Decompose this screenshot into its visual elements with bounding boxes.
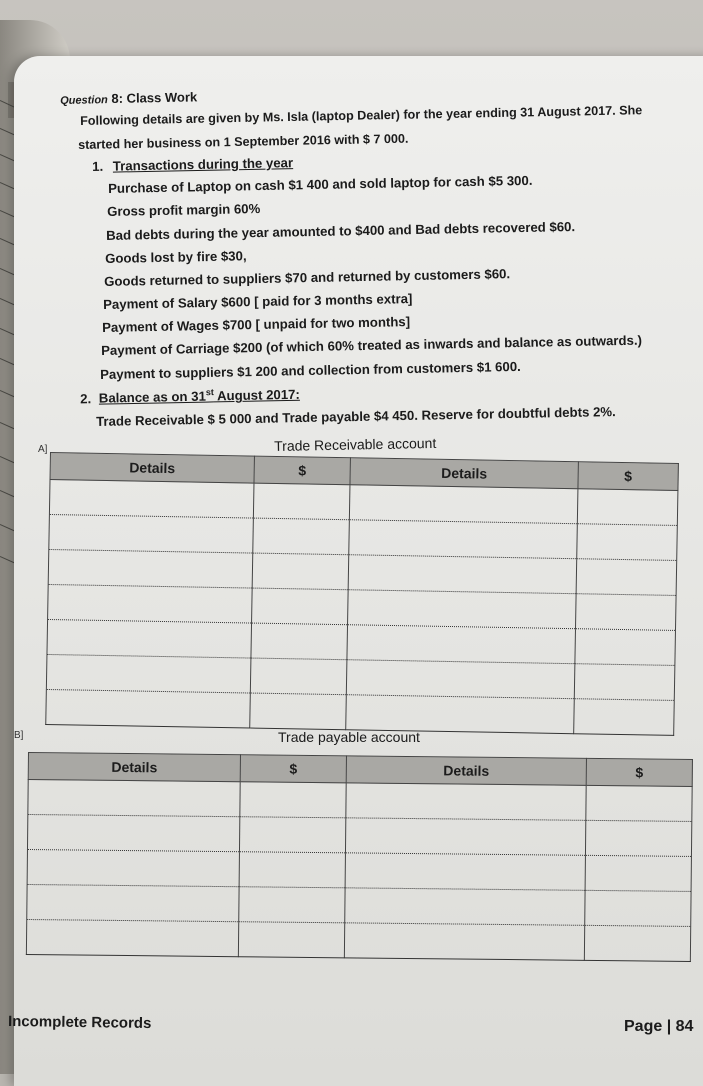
transaction-item: Goods returned to suppliers $70 and returned by customers $60. [104, 266, 511, 289]
section-2-title-end: August 2017: [213, 387, 300, 404]
table-cell[interactable] [585, 890, 691, 926]
table-cell[interactable] [48, 584, 253, 623]
table-cell[interactable] [345, 818, 585, 856]
table-cell[interactable] [47, 619, 252, 658]
table-cell[interactable] [574, 699, 675, 736]
intro-line-1: Following details are given by Ms. Isla (laptop Dealer) for the year ending 31 August 2017. She [80, 103, 643, 128]
trade-payable-table [26, 752, 693, 962]
table-cell[interactable] [252, 588, 349, 625]
table-cell[interactable] [348, 555, 577, 594]
table-cell[interactable] [253, 483, 350, 520]
table-cell[interactable] [251, 623, 348, 660]
footer-page-number: Page | 84 [624, 1018, 694, 1035]
table-b-label: B] [14, 730, 24, 741]
transaction-item: Bad debts during the year amounted to $400 and Bad debts recovered $60. [106, 218, 576, 243]
table-b-caption: Trade payable account [278, 729, 420, 745]
table-cell[interactable] [26, 919, 238, 956]
table-cell[interactable] [250, 693, 347, 730]
transaction-item: Payment of Salary $600 [ paid for 3 months extra] [103, 291, 413, 312]
section-2-title-sup: st [205, 387, 214, 398]
table-cell[interactable] [46, 654, 251, 693]
table-cell[interactable] [238, 922, 344, 958]
table-cell[interactable] [347, 625, 576, 664]
table-a-label: A] [38, 444, 48, 455]
table-cell[interactable] [27, 815, 239, 852]
table-cell[interactable] [577, 524, 678, 561]
transaction-item: Gross profit margin 60% [107, 201, 261, 219]
table-cell[interactable] [345, 888, 585, 926]
column-header: Details [50, 453, 254, 484]
table-cell[interactable] [349, 485, 578, 524]
table-cell[interactable] [250, 658, 347, 695]
trade-payable-ledger [26, 752, 693, 962]
transaction-item: Payment of Wages $700 [ unpaid for two months] [102, 314, 411, 335]
table-row [26, 919, 690, 961]
table-cell[interactable] [28, 780, 240, 817]
table-cell[interactable] [585, 855, 691, 891]
section-1-heading [92, 155, 293, 174]
table-cell[interactable] [577, 489, 678, 526]
section-2-title: Balance as on 31 [98, 388, 206, 407]
table-cell[interactable] [346, 695, 575, 734]
question-prefix: Question [60, 94, 108, 107]
table-cell[interactable] [48, 549, 253, 588]
table-cell[interactable] [584, 925, 690, 961]
column-header: Details [350, 458, 578, 489]
section-2-number: 2. [80, 391, 92, 407]
column-header: $ [578, 462, 678, 491]
table-cell[interactable] [585, 820, 691, 856]
table-cell[interactable] [27, 884, 239, 921]
balance-text: Trade Receivable $ 5 000 and Trade payable $4 450. Reserve for doubtful debts 2%. [96, 404, 616, 429]
table-cell[interactable] [239, 887, 345, 923]
table-cell[interactable] [344, 923, 584, 961]
table-cell[interactable] [346, 783, 586, 821]
footer-chapter-title: Incomplete Records [7, 1012, 152, 1033]
transaction-item: Purchase of Laptop on cash $1 400 and sold laptop for cash $5 300. [108, 172, 533, 196]
table-cell[interactable] [27, 849, 239, 886]
trade-receivable-ledger [45, 452, 679, 736]
transaction-item: Payment to suppliers $1 200 and collection from customers $1 600. [100, 358, 521, 382]
table-cell[interactable] [574, 664, 675, 701]
table-cell[interactable] [49, 480, 254, 519]
transaction-item: Payment of Carriage $200 (of which 60% treated as inwards and balance as outwards.) [101, 332, 643, 358]
table-cell[interactable] [239, 817, 345, 853]
table-cell[interactable] [49, 514, 254, 553]
table-cell[interactable] [253, 518, 350, 555]
trade-receivable-table [45, 452, 679, 736]
column-header: $ [240, 755, 346, 783]
column-header: $ [586, 758, 692, 786]
table-cell[interactable] [252, 553, 349, 590]
question-title [60, 89, 197, 107]
intro-line-2: started her business on 1 September 2016 with $ 7 000. [78, 131, 409, 152]
table-cell[interactable] [575, 629, 676, 666]
table-cell[interactable] [240, 782, 346, 818]
table-cell[interactable] [349, 520, 578, 559]
column-header: Details [346, 756, 586, 786]
question-title-text: 8: Class Work [111, 89, 198, 107]
table-cell[interactable] [575, 594, 676, 631]
table-a-caption: Trade Receivable account [274, 434, 437, 454]
section-1-title: Transactions during the year [112, 155, 294, 174]
section-2-heading [80, 386, 300, 407]
table-cell[interactable] [345, 853, 585, 891]
table-cell[interactable] [586, 785, 692, 821]
table-cell[interactable] [46, 689, 251, 728]
table-cell[interactable] [576, 559, 677, 596]
table-cell[interactable] [348, 590, 577, 629]
table-cell[interactable] [239, 852, 345, 888]
column-header: $ [254, 456, 350, 485]
transaction-item: Goods lost by fire $30, [105, 248, 247, 266]
table-cell[interactable] [346, 660, 575, 699]
column-header: Details [28, 753, 240, 782]
section-1-number: 1. [92, 158, 104, 174]
